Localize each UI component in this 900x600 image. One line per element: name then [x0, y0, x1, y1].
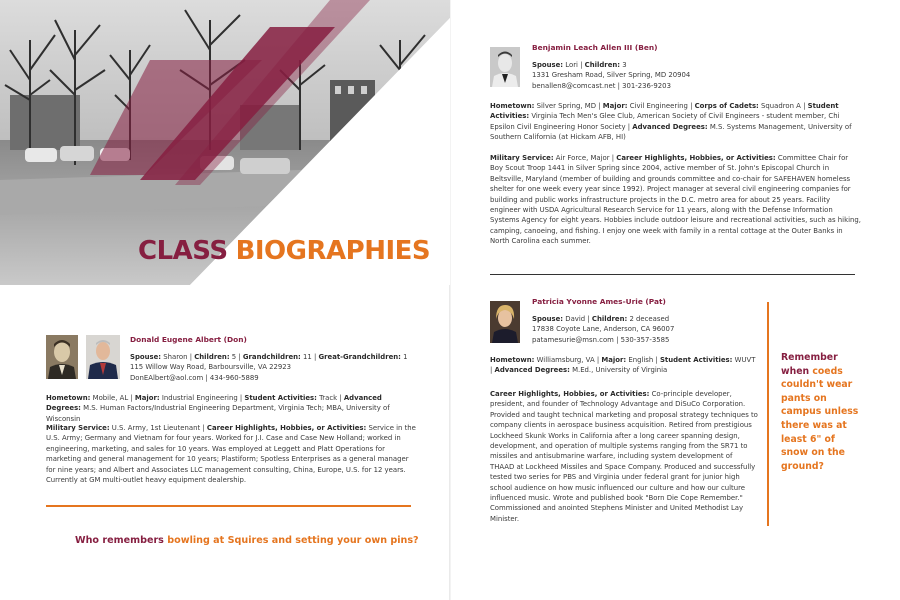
career-value: Co-principle developer, president, and founder of Technology Advantage and DiSuCo Corporation. Provided and taught technical marketing and proposal strategy techniques to company clients in aerospace business acquisition. Retired from prestigious Lockheed Skunk Works in California after a long career spanning design, development, and operation of multiple systems ranging from the SR71 to missiles and antisubmarine warfare, including system development of THAAD at Lockheed Missiles and Space Company. Produced and successfully tested two series for PBS and Virginia under federal grant for junior high school audience on how music influenced our culture and how our culture influenced music. Wrote and published book "Born Die Cope Remember." Commissioned and anointed Stephens Minister and United Methodist Lay Minister. — [490, 390, 758, 523]
sidebar-callout — [781, 351, 861, 473]
hometown-label: Hometown: — [490, 102, 535, 110]
major-value: Industrial Engineering — [161, 394, 238, 402]
portrait-photo-young — [46, 335, 78, 379]
spouse-value: Lori — [565, 61, 578, 69]
address-line: 115 Willow Way Road, Barboursville, VA 22923 — [130, 363, 292, 372]
bio-name: Benjamin Leach Allen III (Ben) — [532, 43, 658, 52]
degrees-label: Advanced Degrees: — [46, 394, 382, 413]
orange-divider — [46, 505, 411, 507]
page-title — [138, 236, 430, 266]
major-value: English — [628, 356, 654, 364]
grandchildren-value: 11 — [303, 353, 312, 361]
address-line: 17838 Coyote Lane, Anderson, CA 96007 — [532, 325, 675, 334]
career-value: Committee Chair for Boy Scout Troop 1441 in Silver Spring since 2004, active member of St. John's Episcopal Church in Beltsville, Maryland (member of building and grounds committee and co-chair for SAFEHAVEN homeless shelter for one week every year since 1992). Project manager at several civil engineering companies for building and public works infrastructure projects in the D.C. metro area for about 25 years. Facility engineer with USDA Agricultural Research Service for 11 years, along with the Defense Information Systems Agency for eight years. Hobbies include outdoor leisure and recreational activities, such as hiking, camping, canoeing, and fishing. I enjoy one week with family in a rental cottage at the Outer Banks in North Carolina each summer. — [490, 154, 861, 246]
email-link[interactable]: benallen8@comcast.net — [532, 81, 616, 90]
bio-name: Donald Eugene Albert (Don) — [130, 335, 247, 344]
spouse-label: Spouse: — [130, 353, 162, 361]
degrees-label: Advanced Degrees: — [494, 366, 570, 375]
career-label: Career Highlights, Hobbies, or Activities: — [616, 154, 776, 162]
activities-value: Virginia Tech Men's Glee Club, American Society of Civil Engineers - student member, Chi Epsilon Civil Engineering Honor Society — [490, 112, 840, 131]
military-value: U.S. Army, 1st Lieutenant — [111, 424, 201, 432]
hometown-label: Hometown: — [490, 356, 535, 364]
children-label: Children: — [591, 315, 628, 323]
portrait-photo-current — [86, 335, 120, 379]
portrait-photo — [490, 301, 520, 343]
email-link[interactable]: DonEAlbert@aol.com — [130, 373, 204, 382]
bio-contact-block — [130, 352, 420, 383]
hometown-value: Williamsburg, VA — [536, 356, 595, 364]
career-label: Career Highlights, Hobbies, or Activities: — [490, 390, 650, 398]
military-label: Military Service: — [490, 154, 554, 162]
email-phone-line: benallen8@comcast.net | 301-236-9203 — [532, 81, 671, 90]
family-line: Spouse: David | Children: 2 deceased — [532, 315, 670, 323]
career-value: Service in the U.S. Army; Germany and Vietnam for four years. Worked for J.I. Case and Case New Holland; worked in engineering, marketing, and sales for 10 years. Was employed at Leggett and Platt Operations for marketing and general management for 10 years; Plastiform; Spotless Enterprises as a general manager for nine years; and Albert and Associates LLC management consulting, China, Europe, U.S. for 12 years. Currently at GM multi-outlet heavy equipment dealership. — [46, 424, 416, 485]
bio-education-paragraph: Hometown: Silver Spring, MD | Major: Civil Engineering | Corps of Cadets: Squadron A | Student Activities: Virginia Tech Men's Glee Club, American Society of Civil Engineers - student member, Chi Epsilon Civil Engineering Honor Society | Advanced Degrees: M.S. Systems Management, University of Southern California (at Hickam AFB, HI) — [490, 102, 852, 142]
sidebar-callout-highlight: coeds couldn't wear pants on campus unless there was at least 6" of snow on the ground? — [781, 365, 859, 472]
bio-career-paragraph: Military Service: Air Force, Major | Career Highlights, Hobbies, or Activities: Committee Chair for Boy Scout Troop 1441 in Silver Spring since 2004, active member of St. John's Episcopal Church in Beltsville, Maryland (member of building and grounds committee and co-chair for SAFEHAVEN homeless shelter for one week every year since 1992). Project manager at several civil engineering companies for building and public works infrastructure projects in the D.C. metro area for about 25 years. Facility engineer with USDA Agricultural Research Service for 11 years, along with the Defense Information Systems Agency for eight years. Hobbies include outdoor leisure and recreational activities, such as hiking, camping, canoeing, and fishing. I enjoy one week with family in a rental cottage at the Outer Banks in North Carolina each summer. — [490, 154, 861, 246]
email-link[interactable]: patamesurie@msn.com — [532, 335, 614, 344]
callout-highlight: bowling at Squires and setting your own pins? — [167, 535, 419, 546]
activities-value: WUVT — [734, 356, 756, 364]
major-label: Major: — [601, 356, 627, 364]
spouse-value: David — [565, 315, 586, 323]
hometown-value: Mobile, AL — [92, 394, 129, 402]
hometown-label: Hometown: — [46, 394, 91, 402]
great-grandchildren-label: Great-Grandchildren: — [318, 353, 401, 361]
title-word-class: CLASS — [138, 236, 228, 266]
bio-career-paragraph: Military Service: U.S. Army, 1st Lieutenant | Career Highlights, Hobbies, or Activities: Service in the U.S. Army; Germany and Vietnam for four years. Worked for J.I. Case and Case New Holland; worked in engineering, marketing, and sales for 10 years. Was employed at Leggett and Platt Operations for marketing and general management for 10 years; Plastiform; Spotless Enterprises as a general manager for nine years; and Albert and Associates LLC management consulting, China, Europe, U.S. for 12 years. Currently at GM multi-outlet heavy equipment dealership. — [46, 424, 416, 485]
activities-value: Track — [319, 394, 338, 402]
callout-prefix: Who remembers — [75, 535, 168, 546]
activities-label: Student Activities: — [490, 102, 839, 121]
family-line: Spouse: Sharon | Children: 5 | Grandchildren: 11 | Great-Grandchildren: 1 — [130, 353, 408, 361]
major-label: Major: — [134, 394, 160, 402]
degrees-value: M.S. Human Factors/Industrial Engineering Department, Virginia Tech; MBA, University of Wisconsin — [46, 404, 390, 423]
career-label: Career Highlights, Hobbies, or Activities: — [206, 424, 367, 432]
family-line: Spouse: Lori | Children: 3 — [532, 61, 627, 69]
phone-number: 530-357-3585 — [620, 335, 670, 344]
sidebar-divider — [767, 302, 769, 526]
portrait-photo — [490, 47, 520, 87]
grandchildren-label: Grandchildren: — [242, 353, 301, 361]
degrees-value: M.Ed., University of Virginia — [572, 366, 668, 375]
major-value: Civil Engineering — [629, 102, 688, 110]
hometown-value: Silver Spring, MD — [536, 102, 597, 110]
military-value: Air Force, Major — [555, 154, 610, 162]
title-word-biographies: BIOGRAPHIES — [235, 236, 431, 266]
degrees-value: M.S. Systems Management, University of Southern California (at Hickam AFB, HI) — [490, 122, 852, 142]
corps-value: Squadron A — [761, 102, 801, 110]
children-value: 2 deceased — [629, 315, 670, 323]
bottom-callout — [75, 535, 419, 546]
children-value: 3 — [622, 61, 627, 69]
bio-name: Patricia Yvonne Ames-Urie (Pat) — [532, 297, 666, 306]
email-phone-line: DonEAlbert@aol.com | 434-960-5889 — [130, 373, 259, 382]
bio-contact-block — [532, 314, 762, 345]
degrees-label: Advanced Degrees: — [632, 122, 708, 131]
activities-label: Student Activities: — [244, 394, 317, 402]
email-phone-line: patamesurie@msn.com | 530-357-3585 — [532, 335, 670, 344]
address-line: 1331 Gresham Road, Silver Spring, MD 20904 — [532, 71, 691, 80]
phone-number: 301-236-9203 — [622, 81, 671, 90]
corps-label: Corps of Cadets: — [694, 102, 759, 110]
bio-contact-block — [532, 60, 842, 91]
section-divider — [490, 274, 855, 275]
sidebar-callout-prefix: Remember when — [781, 352, 838, 377]
children-value: 5 — [231, 353, 237, 361]
bio-education-paragraph: Hometown: Williamsburg, VA | Major: English | Student Activities: WUVT | Advanced Degrees: M.Ed., University of Virginia — [490, 356, 756, 375]
children-label: Children: — [584, 61, 621, 69]
spouse-label: Spouse: — [532, 61, 564, 69]
phone-number: 434-960-5889 — [209, 373, 259, 382]
bio-education-paragraph: Hometown: Mobile, AL | Major: Industrial Engineering | Student Activities: Track | Advanced Degrees: M.S. Human Factors/Industrial Engineering Department, Virginia Tech; MBA, University of Wisconsin — [46, 394, 390, 423]
military-label: Military Service: — [46, 424, 110, 432]
spouse-value: Sharon — [163, 353, 188, 361]
spouse-label: Spouse: — [532, 315, 564, 323]
activities-label: Student Activities: — [659, 356, 733, 364]
great-grandchildren-value: 1 — [403, 353, 408, 361]
major-label: Major: — [602, 102, 628, 110]
bio-career-paragraph — [490, 389, 758, 524]
children-label: Children: — [194, 353, 230, 361]
